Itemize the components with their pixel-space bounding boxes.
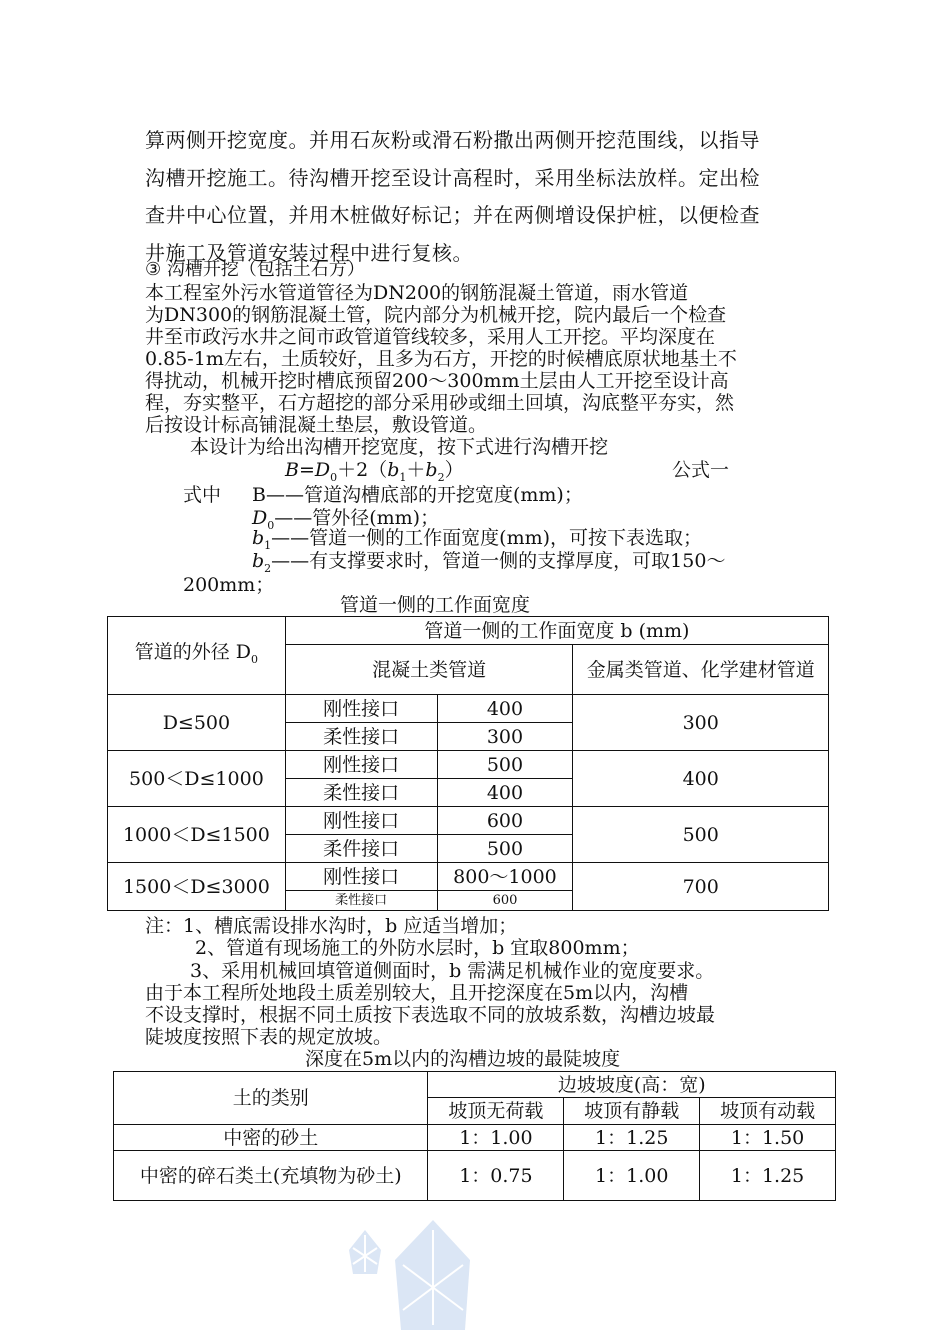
note-1: 注：1、槽底需设排水沟时，b 应适当增加； bbox=[145, 915, 518, 937]
col-group: 边坡坡度(高：宽) bbox=[428, 1072, 836, 1098]
range-cell: 500＜D≤1000 bbox=[108, 751, 286, 807]
metal-cell: 500 bbox=[573, 807, 829, 863]
work-width-table bbox=[107, 616, 829, 911]
slope-table bbox=[113, 1071, 836, 1201]
soil-cell: 中密的碎石类土(充填物为砂土) bbox=[114, 1151, 428, 1201]
table2-caption: 深度在5m以内的沟槽边坡的最陡坡度 bbox=[305, 1048, 621, 1070]
metal-cell: 400 bbox=[573, 751, 829, 807]
slope-cell: 1：0.75 bbox=[428, 1151, 564, 1201]
formula-close: ） bbox=[444, 459, 464, 481]
body-line: 为DN300的钢筋混凝土管，院内部分为机械开挖，院内最后一个检查 bbox=[145, 304, 727, 326]
slope-cell: 1：1.25 bbox=[564, 1125, 700, 1151]
excavation-paragraph bbox=[145, 282, 815, 436]
body-line: 井至市政污水井之间市政管道管线较多，采用人工开挖。平均深度在 bbox=[145, 326, 716, 348]
range-cell: 1500＜D≤3000 bbox=[108, 863, 286, 911]
formula-b1: b bbox=[387, 459, 400, 481]
def-b: B——管道沟槽底部的开挖宽度(mm)； bbox=[252, 484, 583, 506]
col-concrete: 混凝土类管道 bbox=[285, 645, 573, 695]
slope-line: 陡坡度按照下表的规定放坡。 bbox=[145, 1026, 393, 1048]
range-cell: D≤500 bbox=[108, 695, 286, 751]
joint-cell: 柔性接口 bbox=[285, 891, 437, 911]
metal-cell: 700 bbox=[573, 863, 829, 911]
design-line: 本设计为给出沟槽开挖宽度，按下式进行沟槽开挖 bbox=[190, 436, 609, 458]
formula-eq: = bbox=[298, 459, 315, 481]
slope-cell: 1：1.00 bbox=[564, 1151, 700, 1201]
def-d0: $D_0——$管外径(mm)； bbox=[252, 507, 440, 532]
col-group: 管道一侧的工作面宽度 b (mm) bbox=[285, 617, 828, 645]
soil-cell: 中密的砂土 bbox=[114, 1125, 428, 1151]
col-outer: 管道的外径 $D_0$ bbox=[108, 617, 286, 695]
col-c: 坡顶有动载 bbox=[700, 1098, 836, 1125]
formula-label: 公式一 bbox=[672, 459, 730, 481]
body-line: 程，夯实整平，石方超挖的部分采用砂或细土回填，沟底整平夯实，然 bbox=[145, 392, 735, 414]
value-cell: 600 bbox=[437, 807, 573, 835]
table1-caption: 管道一侧的工作面宽度 bbox=[340, 594, 531, 616]
joint-cell: 柔件接口 bbox=[285, 835, 437, 863]
def-b2: $b_2——$有支撑要求时，管道一侧的支撑厚度，可取150～ bbox=[252, 550, 726, 575]
col-soil: 土的类别 bbox=[114, 1072, 428, 1125]
slope-line: 由于本工程所处地段土质差别较大，且开挖深度在5m以内，沟槽 bbox=[145, 982, 689, 1004]
col-a: 坡顶无荷载 bbox=[428, 1098, 564, 1125]
body-line: 得扰动，机械开挖时槽底预留200～300mm土层由人工开挖至设计高 bbox=[145, 370, 729, 392]
joint-cell: 刚性接口 bbox=[285, 863, 437, 891]
range-cell: 1000＜D≤1500 bbox=[108, 807, 286, 863]
col-b: 坡顶有静载 bbox=[564, 1098, 700, 1125]
slope-cell: 1：1.25 bbox=[700, 1151, 836, 1201]
value-cell: 500 bbox=[437, 835, 573, 863]
note-2: 2、管道有现场施工的外防水层时，b 宜取800mm； bbox=[195, 937, 640, 959]
intro-line: 算两侧开挖宽度。并用石灰粉或滑石粉撒出两侧开挖范围线，以指导 bbox=[145, 128, 760, 152]
value-cell: 400 bbox=[437, 695, 573, 723]
formula-b: B bbox=[285, 459, 299, 481]
joint-cell: 刚性接口 bbox=[285, 807, 437, 835]
intro-line: 沟槽开挖施工。待沟槽开挖至设计高程时，采用坐标法放样。定出检 bbox=[145, 165, 760, 190]
def-b2-cont: 200mm； bbox=[183, 574, 275, 596]
value-cell: 300 bbox=[437, 723, 573, 751]
body-line: 后按设计标高铺混凝土垫层，敷设管道。 bbox=[145, 414, 488, 436]
slope-paragraph bbox=[145, 982, 815, 1048]
value-cell: 800～1000 bbox=[437, 863, 573, 891]
snowflake-watermark-icon bbox=[325, 1220, 485, 1344]
metal-cell: 300 bbox=[573, 695, 829, 751]
intro-line: 井施工及管道安装过程中进行复核。 bbox=[145, 240, 473, 265]
slope-cell: 1：1.00 bbox=[428, 1125, 564, 1151]
intro-line: 查井中心位置，并用木桩做好标记；并在两侧增设保护桩，以便检查 bbox=[145, 203, 760, 227]
col-metal: 金属类管道、化学建材管道 bbox=[573, 645, 829, 695]
joint-cell: 柔性接口 bbox=[285, 779, 437, 807]
joint-cell: 刚性接口 bbox=[285, 751, 437, 779]
formula-rest: ＋2（ bbox=[337, 459, 388, 481]
def-b1: $b_1——$管道一侧的工作面宽度(mm)，可按下表选取； bbox=[252, 527, 703, 552]
value-cell: 600 bbox=[437, 891, 573, 911]
note-3: 3、采用机械回填管道侧面时，b 需满足机械作业的宽度要求。 bbox=[190, 960, 715, 982]
body-line: 0.85-1m左右，土质较好，且多为石方，开挖的时候槽底原状地基土不 bbox=[145, 348, 737, 370]
body-line: 本工程室外污水管道管径为DN200的钢筋混凝土管道，雨水管道 bbox=[145, 282, 689, 304]
joint-cell: 柔性接口 bbox=[285, 723, 437, 751]
defs-lead: 式中 bbox=[183, 484, 222, 506]
slope-cell: 1：1.50 bbox=[700, 1125, 836, 1151]
value-cell: 500 bbox=[437, 751, 573, 779]
formula-plus: ＋ bbox=[406, 459, 426, 481]
formula-d: D bbox=[314, 459, 331, 481]
formula: $B=D_0+2(b_1+b_2)$ bbox=[285, 459, 464, 484]
formula-b2: b bbox=[425, 459, 438, 481]
joint-cell: 刚性接口 bbox=[285, 695, 437, 723]
section-title: ③ 沟槽开挖（包括土石方） bbox=[145, 259, 365, 280]
slope-line: 不设支撑时，根据不同土质按下表选取不同的放坡系数，沟槽边坡最 bbox=[145, 1004, 716, 1026]
intro-paragraph bbox=[145, 122, 815, 272]
value-cell: 400 bbox=[437, 779, 573, 807]
